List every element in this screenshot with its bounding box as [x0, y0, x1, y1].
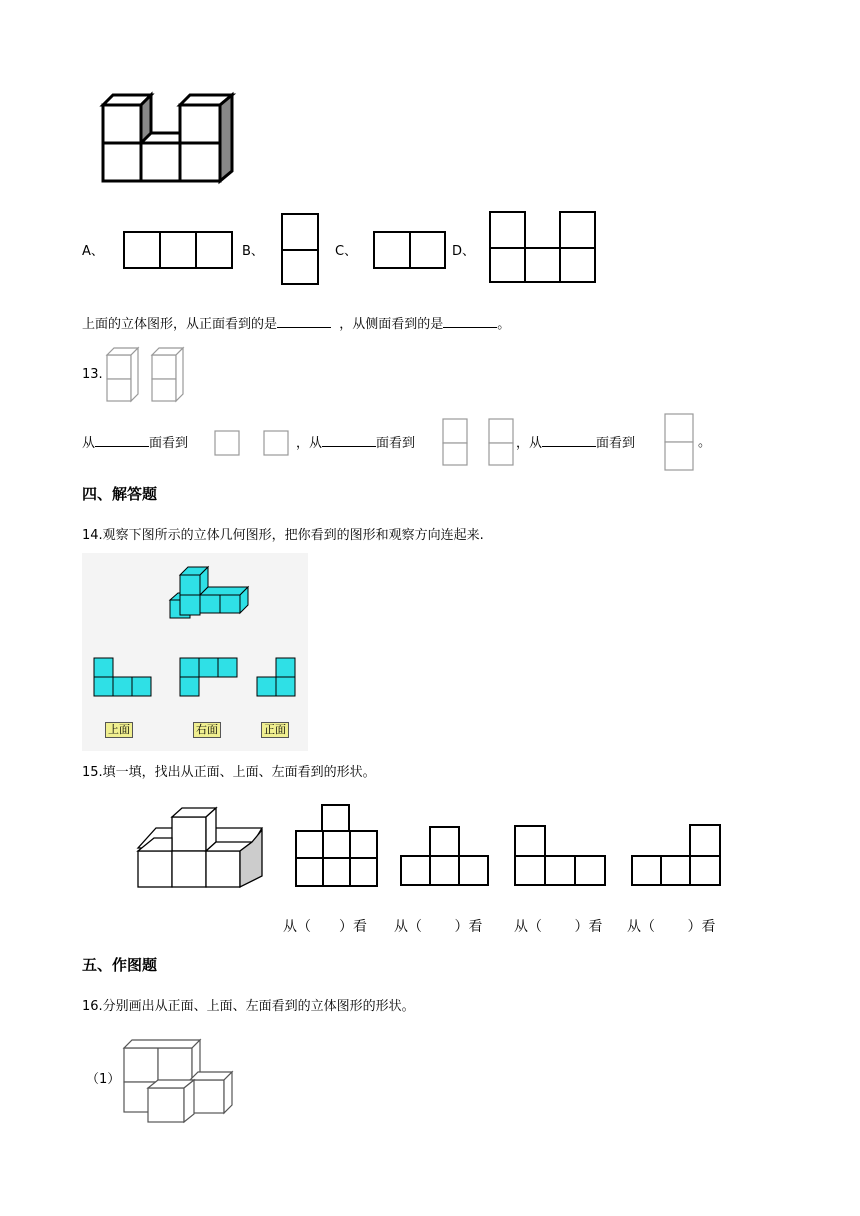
section-4-title: 四、解答题 — [82, 485, 158, 503]
option-c-label: C、 — [335, 244, 358, 259]
q15-caption-4: 从（ ）看 — [627, 919, 716, 935]
q15-text: 15.填一填，找出从正面、上面、左面看到的形状。 — [82, 765, 376, 780]
q13-see-1: 面看到 — [149, 436, 189, 451]
q14-label-front: 正面 — [261, 722, 289, 738]
q14-text: 14.观察下图所示的立体几何图形，把你看到的图形和观察方向连起来. — [82, 528, 484, 543]
q13-from-1: 从 — [82, 436, 96, 451]
q13-from-3: ，从 — [516, 436, 543, 451]
q13-from-2: ，从 — [296, 436, 323, 451]
q15-caption-2: 从（ ）看 — [394, 919, 483, 935]
section-5-title: 五、作图题 — [82, 956, 158, 974]
q14-label-right: 右面 — [193, 722, 221, 738]
q15-caption-3: 从（ ）看 — [514, 919, 603, 935]
option-d-label: D、 — [452, 244, 476, 259]
q12-question-middle: ，从侧面看到的是 — [339, 317, 444, 332]
option-a-label: A、 — [82, 244, 104, 259]
q13-see-2: 面看到 — [376, 436, 416, 451]
q13-end: 。 — [698, 435, 712, 450]
q15-caption-1: 从（ ）看 — [283, 919, 367, 935]
option-b-label: B、 — [242, 244, 264, 259]
q12-question-prefix: 上面的立体图形，从正面看到的是 — [82, 317, 278, 332]
q12-question-suffix: 。 — [497, 317, 511, 332]
q13-number: 13. — [82, 367, 103, 382]
q14-label-top: 上面 — [105, 722, 133, 738]
q16-sub-1: （1） — [86, 1072, 121, 1087]
q16-text: 16.分别画出从正面、上面、左面看到的立体图形的形状。 — [82, 999, 415, 1014]
q13-see-3: 面看到 — [596, 436, 636, 451]
